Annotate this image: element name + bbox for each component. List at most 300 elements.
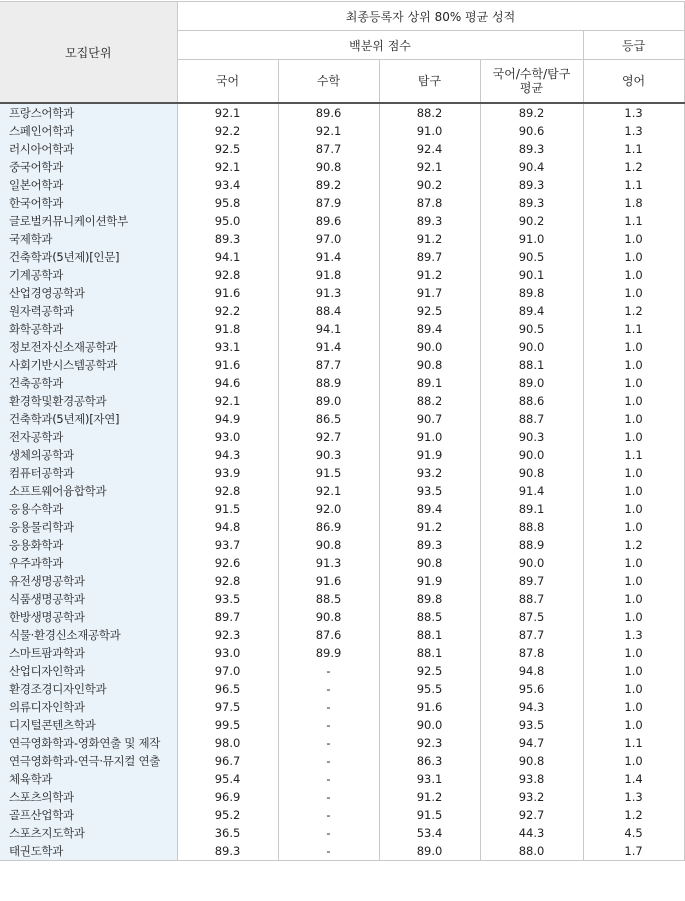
math-cell: 88.5 [278,590,379,608]
inquiry-cell: 91.2 [379,266,480,284]
average-cell: 88.0 [480,842,583,861]
english-cell: 1.3 [583,103,684,122]
average-cell: 93.2 [480,788,583,806]
english-cell: 1.0 [583,698,684,716]
unit-cell: 응용수학과 [0,500,177,518]
korean-cell: 95.0 [177,212,278,230]
inquiry-cell: 89.0 [379,842,480,861]
header-unit: 모집단위 [0,2,177,104]
math-cell: 94.1 [278,320,379,338]
english-cell: 1.0 [583,752,684,770]
average-cell: 91.0 [480,230,583,248]
table-row [0,626,684,644]
inquiry-cell: 90.8 [379,356,480,374]
table-row [0,464,684,482]
english-cell: 1.0 [583,392,684,410]
inquiry-cell: 53.4 [379,824,480,842]
unit-cell: 중국어학과 [0,158,177,176]
korean-cell: 96.9 [177,788,278,806]
inquiry-cell: 88.2 [379,103,480,122]
average-cell: 90.8 [480,752,583,770]
unit-cell: 국제학과 [0,230,177,248]
math-cell: 89.0 [278,392,379,410]
unit-cell: 우주과학과 [0,554,177,572]
table-row [0,608,684,626]
average-cell: 88.7 [480,590,583,608]
table-row [0,248,684,266]
table-row [0,806,684,824]
math-cell: - [278,806,379,824]
korean-cell: 94.3 [177,446,278,464]
average-cell: 91.4 [480,482,583,500]
inquiry-cell: 93.1 [379,770,480,788]
table-row [0,770,684,788]
table-row [0,230,684,248]
math-cell: 86.5 [278,410,379,428]
english-cell: 1.0 [583,464,684,482]
table-row [0,194,684,212]
average-cell: 93.8 [480,770,583,788]
unit-cell: 건축학과(5년제)[자연] [0,410,177,428]
english-cell: 1.0 [583,410,684,428]
math-cell: 88.9 [278,374,379,392]
korean-cell: 92.2 [177,122,278,140]
korean-cell: 94.1 [177,248,278,266]
inquiry-cell: 89.8 [379,590,480,608]
korean-cell: 97.5 [177,698,278,716]
average-cell: 90.2 [480,212,583,230]
math-cell: - [278,752,379,770]
table-row [0,284,684,302]
math-cell: 90.8 [278,608,379,626]
table-row [0,662,684,680]
math-cell: - [278,698,379,716]
korean-cell: 92.6 [177,554,278,572]
table-row [0,302,684,320]
average-cell: 89.3 [480,140,583,158]
korean-cell: 91.5 [177,500,278,518]
math-cell: - [278,680,379,698]
table-row [0,752,684,770]
unit-cell: 태권도학과 [0,842,177,861]
table-row [0,716,684,734]
inquiry-cell: 89.3 [379,536,480,554]
average-cell: 89.8 [480,284,583,302]
average-cell: 44.3 [480,824,583,842]
english-cell: 1.8 [583,194,684,212]
header-average-line2: 평균 [519,81,544,95]
inquiry-cell: 90.0 [379,716,480,734]
unit-cell: 골프산업학과 [0,806,177,824]
average-cell: 89.0 [480,374,583,392]
korean-cell: 93.1 [177,338,278,356]
math-cell: 91.4 [278,248,379,266]
english-cell: 1.0 [583,590,684,608]
math-cell: - [278,734,379,752]
unit-cell: 화학공학과 [0,320,177,338]
english-cell: 1.1 [583,140,684,158]
english-cell: 1.3 [583,788,684,806]
table-row [0,428,684,446]
table-row [0,356,684,374]
english-cell: 1.0 [583,338,684,356]
unit-cell: 글로벌커뮤니케이션학부 [0,212,177,230]
average-cell: 87.5 [480,608,583,626]
math-cell: 89.6 [278,103,379,122]
math-cell: 92.1 [278,482,379,500]
inquiry-cell: 89.3 [379,212,480,230]
inquiry-cell: 88.1 [379,644,480,662]
inquiry-cell: 90.7 [379,410,480,428]
english-cell: 1.0 [583,608,684,626]
table-row [0,338,684,356]
korean-cell: 93.5 [177,590,278,608]
unit-cell: 생체의공학과 [0,446,177,464]
unit-cell: 소프트웨어융합학과 [0,482,177,500]
english-cell: 1.0 [583,572,684,590]
korean-cell: 96.5 [177,680,278,698]
average-cell: 89.2 [480,103,583,122]
unit-cell: 러시아어학과 [0,140,177,158]
unit-cell: 스포츠의학과 [0,788,177,806]
korean-cell: 93.7 [177,536,278,554]
english-cell: 1.0 [583,644,684,662]
math-cell: 87.9 [278,194,379,212]
unit-cell: 식물·환경신소재공학과 [0,626,177,644]
table-row [0,374,684,392]
korean-cell: 92.1 [177,158,278,176]
math-cell: 91.4 [278,338,379,356]
table-row [0,410,684,428]
inquiry-cell: 91.2 [379,518,480,536]
korean-cell: 92.8 [177,266,278,284]
english-cell: 4.5 [583,824,684,842]
table-row [0,140,684,158]
header-inquiry: 탐구 [379,60,480,104]
unit-cell: 사회기반시스템공학과 [0,356,177,374]
korean-cell: 93.9 [177,464,278,482]
table-row [0,734,684,752]
unit-cell: 정보전자신소재공학과 [0,338,177,356]
korean-cell: 91.8 [177,320,278,338]
average-cell: 90.4 [480,158,583,176]
math-cell: 89.2 [278,176,379,194]
korean-cell: 93.4 [177,176,278,194]
unit-cell: 한국어학과 [0,194,177,212]
korean-cell: 92.8 [177,482,278,500]
table-row [0,320,684,338]
math-cell: - [278,716,379,734]
korean-cell: 95.4 [177,770,278,788]
table-row [0,698,684,716]
korean-cell: 97.0 [177,662,278,680]
inquiry-cell: 91.0 [379,122,480,140]
table-row [0,446,684,464]
unit-cell: 산업경영공학과 [0,284,177,302]
unit-cell: 체육학과 [0,770,177,788]
english-cell: 1.1 [583,320,684,338]
korean-cell: 94.9 [177,410,278,428]
inquiry-cell: 92.4 [379,140,480,158]
korean-cell: 91.6 [177,284,278,302]
korean-cell: 95.2 [177,806,278,824]
inquiry-cell: 88.5 [379,608,480,626]
unit-cell: 프랑스어학과 [0,103,177,122]
unit-cell: 스마트팜과학과 [0,644,177,662]
math-cell: 90.8 [278,536,379,554]
unit-cell: 원자력공학과 [0,302,177,320]
header-top: 최종등록자 상위 80% 평균 성적 [177,2,684,31]
english-cell: 1.0 [583,428,684,446]
inquiry-cell: 86.3 [379,752,480,770]
unit-cell: 스페인어학과 [0,122,177,140]
inquiry-cell: 95.5 [379,680,480,698]
math-cell: 97.0 [278,230,379,248]
average-cell: 90.5 [480,248,583,266]
korean-cell: 89.3 [177,230,278,248]
header-grade: 등급 [583,31,684,60]
unit-cell: 응용화학과 [0,536,177,554]
korean-cell: 89.7 [177,608,278,626]
math-cell: 91.3 [278,284,379,302]
english-cell: 1.7 [583,842,684,861]
average-cell: 95.6 [480,680,583,698]
inquiry-cell: 92.5 [379,662,480,680]
average-cell: 88.9 [480,536,583,554]
english-cell: 1.0 [583,716,684,734]
english-cell: 1.2 [583,158,684,176]
average-cell: 89.1 [480,500,583,518]
table-body [0,103,684,861]
table-row [0,212,684,230]
unit-cell: 식품생명공학과 [0,590,177,608]
table-row [0,500,684,518]
table-header [0,2,684,104]
average-cell: 89.7 [480,572,583,590]
korean-cell: 93.0 [177,428,278,446]
table-row [0,176,684,194]
korean-cell: 91.6 [177,356,278,374]
table-row [0,680,684,698]
korean-cell: 92.1 [177,392,278,410]
korean-cell: 98.0 [177,734,278,752]
inquiry-cell: 89.1 [379,374,480,392]
unit-cell: 일본어학과 [0,176,177,194]
english-cell: 1.4 [583,770,684,788]
table-row [0,554,684,572]
average-cell: 94.3 [480,698,583,716]
average-cell: 88.7 [480,410,583,428]
korean-cell: 96.7 [177,752,278,770]
table-row [0,103,684,122]
inquiry-cell: 91.2 [379,788,480,806]
math-cell: 87.7 [278,140,379,158]
inquiry-cell: 91.9 [379,572,480,590]
table-row [0,482,684,500]
table-row [0,122,684,140]
english-cell: 1.3 [583,122,684,140]
inquiry-cell: 91.5 [379,806,480,824]
english-cell: 1.0 [583,230,684,248]
table-row [0,590,684,608]
unit-cell: 스포츠지도학과 [0,824,177,842]
inquiry-cell: 90.0 [379,338,480,356]
table-row [0,518,684,536]
korean-cell: 94.6 [177,374,278,392]
table-row [0,158,684,176]
unit-cell: 환경조경디자인학과 [0,680,177,698]
header-average-line1: 국어/수학/탐구 [492,67,571,81]
table-row [0,644,684,662]
average-cell: 88.1 [480,356,583,374]
inquiry-cell: 88.1 [379,626,480,644]
inquiry-cell: 87.8 [379,194,480,212]
math-cell: 89.6 [278,212,379,230]
english-cell: 1.1 [583,734,684,752]
average-cell: 94.7 [480,734,583,752]
korean-cell: 92.8 [177,572,278,590]
unit-cell: 환경학및환경공학과 [0,392,177,410]
average-cell: 89.3 [480,176,583,194]
math-cell: 91.5 [278,464,379,482]
english-cell: 1.2 [583,302,684,320]
math-cell: - [278,770,379,788]
admission-score-table [0,1,685,861]
inquiry-cell: 91.0 [379,428,480,446]
english-cell: 1.0 [583,518,684,536]
average-cell: 90.0 [480,554,583,572]
unit-cell: 한방생명공학과 [0,608,177,626]
english-cell: 1.0 [583,248,684,266]
korean-cell: 93.0 [177,644,278,662]
math-cell: 87.6 [278,626,379,644]
average-cell: 90.8 [480,464,583,482]
math-cell: - [278,662,379,680]
table-row [0,824,684,842]
english-cell: 1.1 [583,212,684,230]
english-cell: 1.0 [583,356,684,374]
header-average [480,60,583,104]
math-cell: 90.3 [278,446,379,464]
math-cell: 92.1 [278,122,379,140]
math-cell: 91.6 [278,572,379,590]
english-cell: 1.0 [583,500,684,518]
unit-cell: 전자공학과 [0,428,177,446]
inquiry-cell: 91.7 [379,284,480,302]
english-cell: 1.0 [583,662,684,680]
unit-cell: 연극영화학과-영화연출 및 제작 [0,734,177,752]
header-korean: 국어 [177,60,278,104]
unit-cell: 응용물리학과 [0,518,177,536]
math-cell: 90.8 [278,158,379,176]
inquiry-cell: 92.1 [379,158,480,176]
unit-cell: 건축공학과 [0,374,177,392]
table-row [0,536,684,554]
korean-cell: 94.8 [177,518,278,536]
math-cell: - [278,824,379,842]
english-cell: 1.0 [583,680,684,698]
table-row [0,266,684,284]
inquiry-cell: 91.2 [379,230,480,248]
table-row [0,572,684,590]
korean-cell: 99.5 [177,716,278,734]
header-english: 영어 [583,60,684,104]
average-cell: 88.6 [480,392,583,410]
english-cell: 1.1 [583,176,684,194]
english-cell: 1.0 [583,554,684,572]
unit-cell: 산업디자인학과 [0,662,177,680]
inquiry-cell: 90.2 [379,176,480,194]
average-cell: 89.3 [480,194,583,212]
math-cell: 91.8 [278,266,379,284]
average-cell: 90.0 [480,446,583,464]
math-cell: - [278,788,379,806]
unit-cell: 기계공학과 [0,266,177,284]
unit-cell: 건축학과(5년제)[인문] [0,248,177,266]
english-cell: 1.0 [583,266,684,284]
math-cell: - [278,842,379,861]
math-cell: 92.0 [278,500,379,518]
math-cell: 89.9 [278,644,379,662]
inquiry-cell: 93.2 [379,464,480,482]
header-percentile: 백분위 점수 [177,31,583,60]
korean-cell: 36.5 [177,824,278,842]
korean-cell: 92.2 [177,302,278,320]
inquiry-cell: 92.5 [379,302,480,320]
average-cell: 90.6 [480,122,583,140]
korean-cell: 95.8 [177,194,278,212]
inquiry-cell: 89.4 [379,320,480,338]
average-cell: 88.8 [480,518,583,536]
unit-cell: 디지털콘텐츠학과 [0,716,177,734]
inquiry-cell: 89.4 [379,500,480,518]
korean-cell: 89.3 [177,842,278,861]
english-cell: 1.2 [583,536,684,554]
average-cell: 92.7 [480,806,583,824]
average-cell: 89.4 [480,302,583,320]
english-cell: 1.0 [583,374,684,392]
header-math: 수학 [278,60,379,104]
inquiry-cell: 93.5 [379,482,480,500]
unit-cell: 연극영화학과-연극·뮤지컬 연출 [0,752,177,770]
inquiry-cell: 90.8 [379,554,480,572]
korean-cell: 92.3 [177,626,278,644]
average-cell: 90.3 [480,428,583,446]
unit-cell: 유전생명공학과 [0,572,177,590]
math-cell: 87.7 [278,356,379,374]
english-cell: 1.3 [583,626,684,644]
inquiry-cell: 88.2 [379,392,480,410]
math-cell: 86.9 [278,518,379,536]
english-cell: 1.0 [583,284,684,302]
korean-cell: 92.5 [177,140,278,158]
inquiry-cell: 92.3 [379,734,480,752]
english-cell: 1.0 [583,482,684,500]
english-cell: 1.2 [583,806,684,824]
average-cell: 90.0 [480,338,583,356]
english-cell: 1.1 [583,446,684,464]
average-cell: 90.1 [480,266,583,284]
inquiry-cell: 91.9 [379,446,480,464]
average-cell: 94.8 [480,662,583,680]
average-cell: 93.5 [480,716,583,734]
average-cell: 90.5 [480,320,583,338]
table-row [0,788,684,806]
unit-cell: 의류디자인학과 [0,698,177,716]
math-cell: 92.7 [278,428,379,446]
average-cell: 87.8 [480,644,583,662]
inquiry-cell: 91.6 [379,698,480,716]
